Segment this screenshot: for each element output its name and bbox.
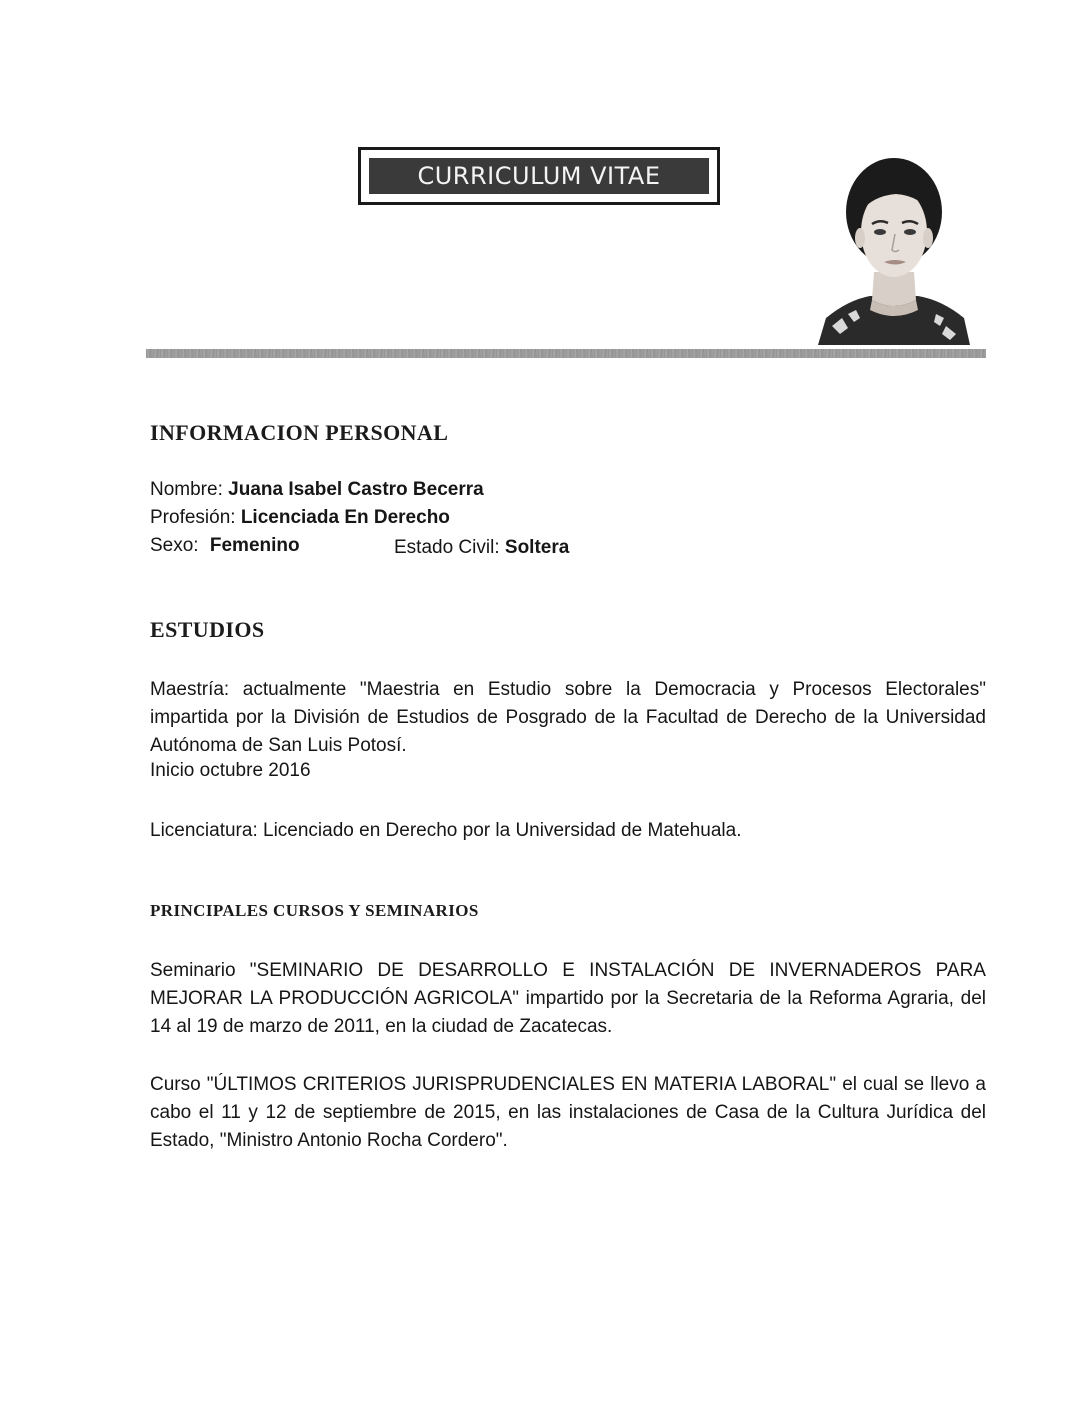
- name-row: [150, 479, 484, 501]
- section-heading-courses: PRINCIPALES CURSOS Y SEMINARIOS: [150, 901, 479, 920]
- course-item: Curso "ÚLTIMOS CRITERIOS JURISPRUDENCIALES EN MATERIA LABORAL" el cual se llevo a cabo el 11 y 12 de septiembre de 2015, en las instalaciones de Casa de la Cultura Jurídica del Estado, "Ministro Antonio Rocha Cordero".: [150, 1074, 986, 1151]
- masters-start: Inicio octubre 2016: [150, 760, 311, 781]
- header-divider: [146, 349, 986, 358]
- title-frame: [358, 147, 720, 205]
- bachelor-paragraph: Licenciatura: Licenciado en Derecho por la Universidad de Matehuala.: [150, 820, 742, 841]
- portrait-photo: [818, 150, 970, 345]
- name-label: Nombre:: [150, 479, 223, 500]
- sex-value: Femenino: [209, 535, 300, 556]
- sex-label: Sexo:: [150, 535, 199, 556]
- masters-paragraph: Maestría: actualmente "Maestria en Estudio sobre la Democracia y Procesos Electorales" impartida por la División de Estudios de Posgrado de la Facultad de Derecho de la Universidad Autónoma de San Luis Potosí.: [150, 679, 986, 756]
- section-heading-studies: ESTUDIOS: [150, 617, 265, 642]
- profession-label: Profesión:: [150, 507, 236, 528]
- profession-row: [150, 507, 450, 529]
- name-value: Juana Isabel Castro Becerra: [228, 479, 484, 500]
- civil-status-value: Soltera: [504, 537, 570, 558]
- civil-status-row: [394, 537, 569, 559]
- profession-value: Licenciada En Derecho: [240, 507, 450, 528]
- civil-status-label: Estado Civil:: [394, 537, 500, 558]
- document-title: CURRICULUM VITAE: [369, 158, 709, 194]
- course-item: Seminario "SEMINARIO DE DESARROLLO E INSTALACIÓN DE INVERNADEROS PARA MEJORAR LA PRODUCCIÓN AGRICOLA" impartido por la Secretaria de la Reforma Agraria, del 14 al 19 de marzo de 2011, en la ciudad de Zacatecas.: [150, 960, 986, 1037]
- sex-row: [150, 535, 300, 557]
- section-heading-personal: INFORMACION PERSONAL: [150, 420, 449, 445]
